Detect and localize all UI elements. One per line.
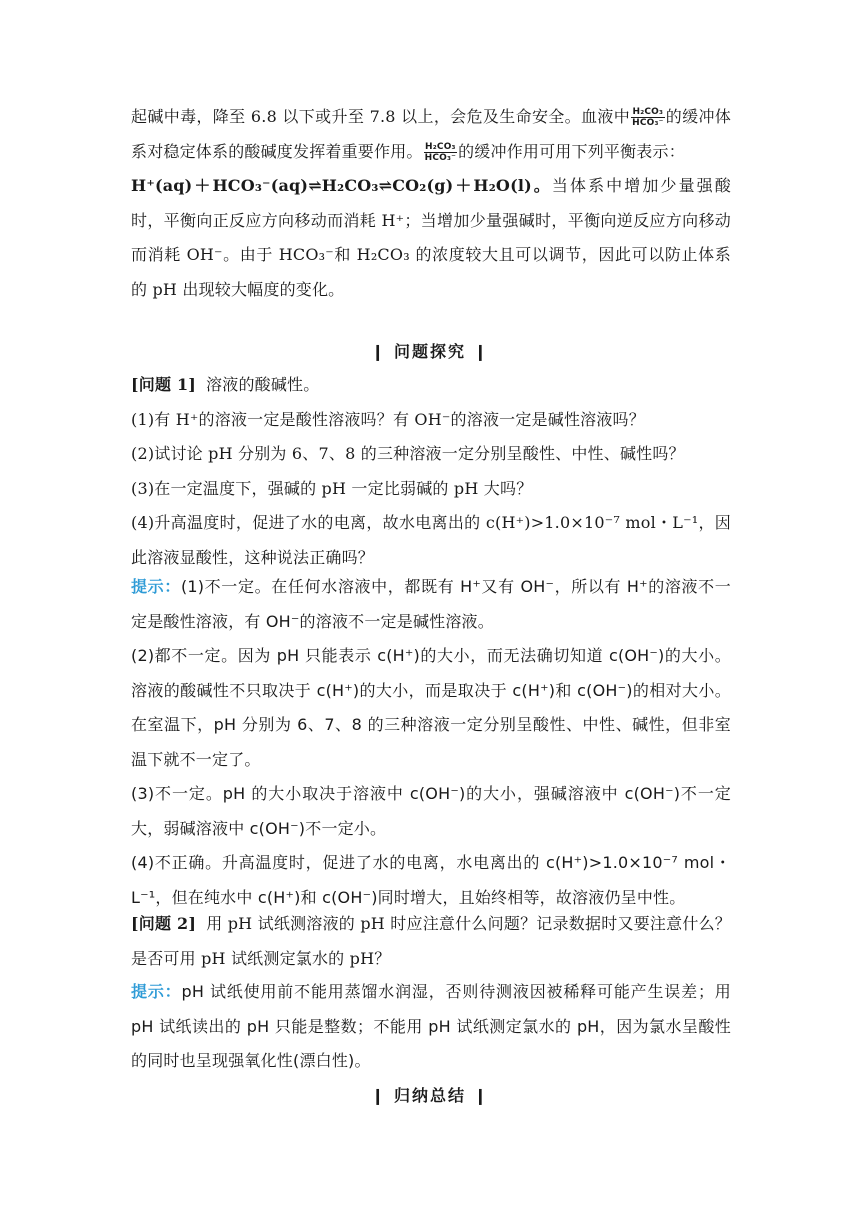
question-1-item: (3)在一定温度下，强碱的 pH 一定比弱碱的 pH 大吗？ — [131, 478, 533, 498]
question-2-text: 用 pH 试纸测溶液的 pH 时应注意什么问题？记录数据时又要注意什么？是否可用 pH 试纸测定氯水的 pH？ — [131, 914, 732, 968]
hint-label: 提示： — [131, 577, 181, 596]
question-1-item: (1)有 H⁺的溶液一定是酸性溶液吗？有 OH⁻的溶液一定是碱性溶液吗？ — [131, 409, 645, 429]
answer-1-part: (2)都不一定。因为 pH 只能表示 c(H⁺)的大小，而无法确切知道 c(OH⁻)的大小。溶液的酸碱性不只取决于 c(H⁺)的大小，而是取决于 c(H⁺)和 c(OH⁻)的相对大小。在室温下，pH 分别为 6、7、8 的三种溶液一定分别呈酸性、中性、碱性，但非室温下就不一定了。 — [131, 646, 731, 769]
section-title-problem-exploration: ❙ 问题探究 ❙ — [371, 342, 489, 361]
intro-paragraph: 起碱中毒，降至 6.8 以下或升至 7.8 以上，会危及生命安全。血液中 $\frac{\text{H₂CO₃}}{\text{HCO₃⁻}}$ 的缓冲体系对稳定体系的酸碱度发挥着重要作用。 $\frac{\text{H₂CO₃}}{\text{HCO₃⁻}}$ 的缓冲作用可用下列平衡表示： H⁺(aq)＋HCO₃⁻(aq)⇌H₂CO₃⇌CO₂(g)＋H₂O(l)。当体系中增加少量强酸时，平衡向正反应方向移动而消耗 H⁺；当增加少量强碱时，平衡向逆反应方向移动而消耗 OH⁻。由于 HCO₃⁻和 H₂CO₃ 的浓度较大且可以调节，因此可以防止体系的 pH 出现较大幅度的变化。 — [131, 107, 732, 299]
question-2-label: [问题 2] — [131, 914, 197, 933]
answer-1-part: (4)不正确。升高温度时，促进了水的电离，水电离出的 c(H⁺)>1.0×10⁻⁷ mol・L⁻¹，但在纯水中 c(H⁺)和 c(OH⁻)同时增大，且始终相等，故溶液仍呈中性。 — [131, 853, 731, 907]
section-title-summary: ❙ 归纳总结 ❙ — [371, 1086, 489, 1105]
intro-line1-text: 起碱中毒，降至 6.8 以下或升至 7.8 以上，会危及生命安全。血液中 — [131, 107, 631, 126]
answer-2: 提示：pH 试纸使用前不能用蒸馏水润湿，否则待测液因被稀释可能产生误差；用 pH 试纸读出的 pH 只能是整数；不能用 pH 试纸测定氯水的 pH，因为氯水呈酸性的同时也呈现强氧化性(漂白性)。 — [131, 982, 731, 1070]
hint-label: 提示： — [131, 982, 182, 1001]
answer-1-part: (3)不一定。pH 的大小取决于溶液中 c(OH⁻)的大小，强碱溶液中 c(OH⁻)不一定大，弱碱溶液中 c(OH⁻)不一定小。 — [131, 784, 731, 838]
question-1 — [131, 368, 731, 575]
answer-1-part: 提示：(1)不一定。在任何水溶液中，都既有 H⁺又有 OH⁻，所以有 H⁺的溶液不一定是酸性溶液，有 OH⁻的溶液不一定是碱性溶液。 — [131, 577, 731, 631]
question-1-item: (2)试讨论 pH 分别为 6、7、8 的三种溶液一定分别呈酸性、中性、碱性吗？ — [131, 444, 685, 463]
buffer-fraction: $\frac{\text{H₂CO₃}}{\text{HCO₃⁻}}$ — [632, 107, 664, 128]
question-1-header — [131, 368, 731, 403]
equilibrium-equation: H⁺(aq)＋HCO₃⁻(aq)⇌H₂CO₃⇌CO₂(g)＋H₂O(l)。 — [131, 176, 552, 195]
question-2 — [131, 907, 731, 976]
question-1-title: 溶液的酸碱性。 — [206, 375, 320, 394]
question-1-item: (4)升高温度时，促进了水的电离，故水电离出的 c(H⁺)>1.0×10⁻⁷ mol・L⁻¹，因此溶液显酸性，这种说法正确吗？ — [131, 513, 731, 567]
answer-1 — [131, 570, 731, 915]
question-1-label: [问题 1] — [131, 375, 197, 394]
buffer-fraction-2: $\frac{\text{H₂CO₃}}{\text{HCO₃⁻}}$ — [424, 141, 457, 163]
